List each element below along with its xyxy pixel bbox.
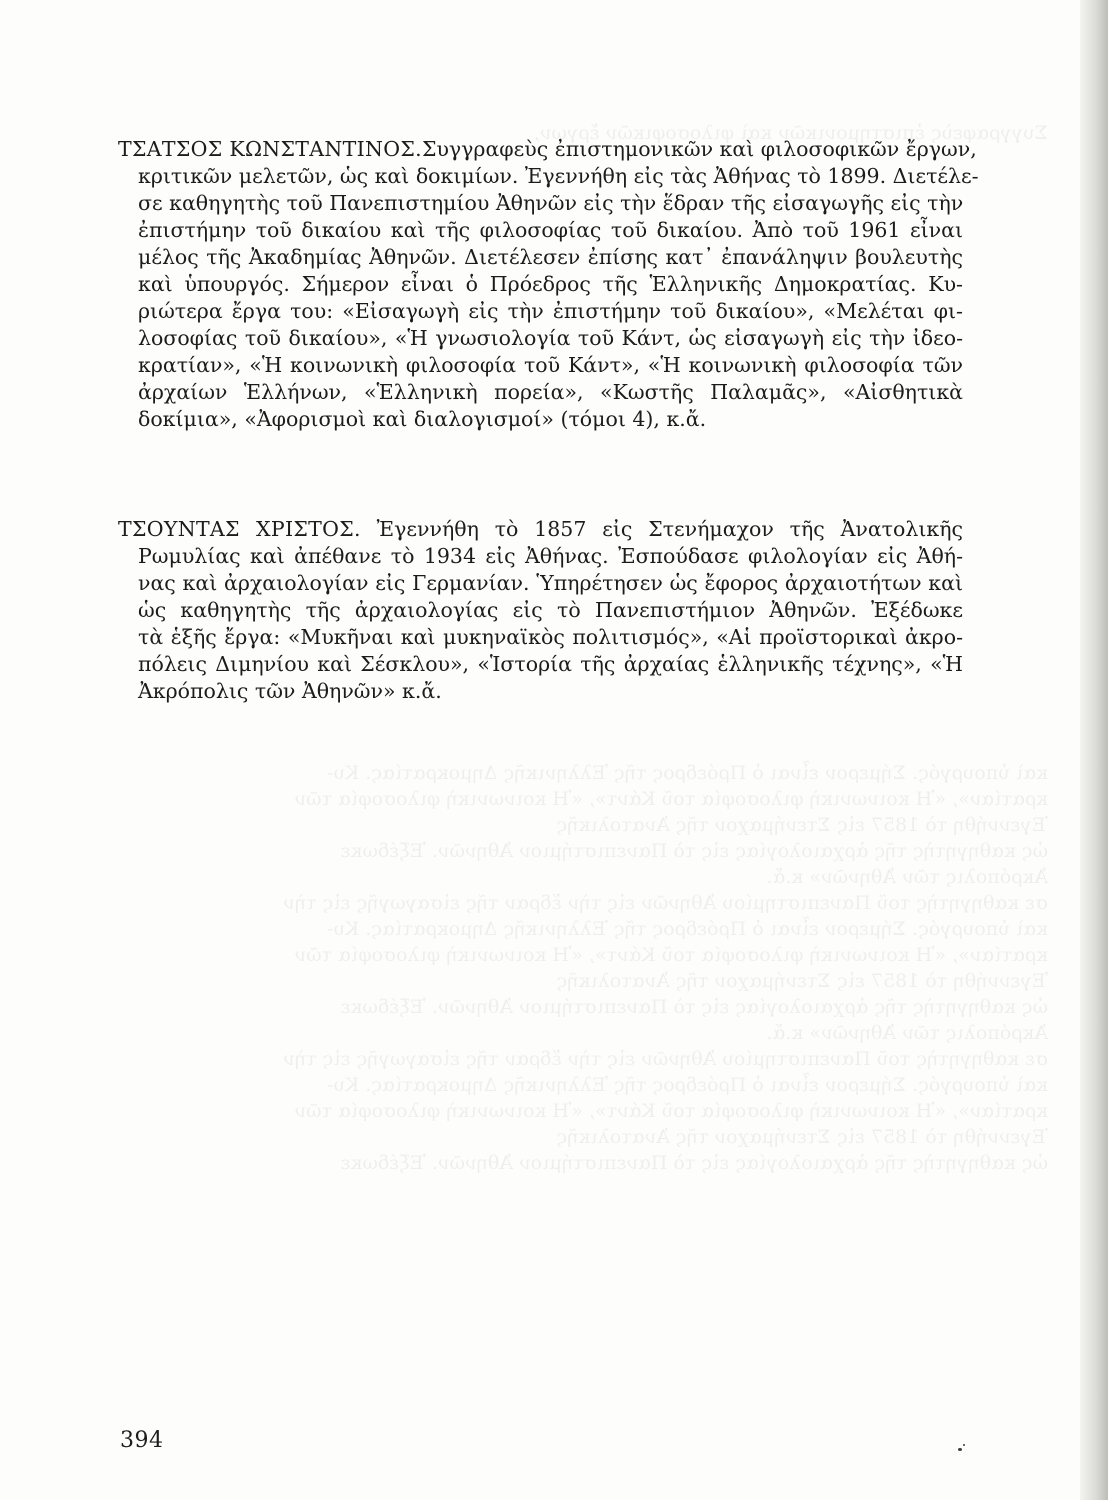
scan-speck bbox=[958, 1448, 962, 1451]
entry-text-line: σε καθηγητὴς τοῦ Πανεπιστημίου Ἀθηνῶν εἰς τὴν ἕδραν τῆς εἰσαγωγῆς εἰς τὴν bbox=[138, 191, 964, 215]
entry-text-line: ὡς καθηγητὴς τῆς ἀρχαιολογίας εἰς τὸ Πανεπιστήμιον Ἀθηνῶν. Ἐξέδωκε bbox=[138, 598, 963, 622]
entry-text-line: πόλεις Διμηνίου καὶ Σέσκλου», «Ἱστορία τῆς ἀρχαίας ἑλληνικῆς τέχνης», «Ἡ bbox=[138, 652, 963, 676]
entry-text-line: μέλος τῆς Ἀκαδημίας Ἀθηνῶν. Διετέλεσεν ἐπίσης κατ᾿ ἐπανάληψιν βουλευτὴς bbox=[138, 245, 963, 269]
entry-text-line: ἐπιστήμην τοῦ δικαίου καὶ τῆς φιλοσοφίας τοῦ δικαίου. Ἀπὸ τοῦ 1961 εἶναι bbox=[138, 218, 963, 242]
entry-text-line: τὰ ἑξῆς ἔργα: «Μυκῆναι καὶ μυκηναϊκὸς πολιτισμός», «Αἱ προϊστορικαὶ ἀκρο- bbox=[138, 625, 963, 649]
bleed-through-texture: καὶ ὑπουργός. Σήμερον εἶναι ὁ Πρόεδρος τῆς Ἑλληνικῆς Δημοκρατίας. Κυ- κρατίαν», «Ἡ κοινωνικὴ φιλοσοφία τοῦ Κάντ», «Ἡ κοινωνικὴ φιλοσοφία τῶν Ἐγεννήθη τὸ 1857 εἰς Στενήμαχον τῆς Ἀνατολικῆς ὡς καθηγητὴς τῆς ἀρχαιολογίας εἰς τὸ Πανεπιστήμιον Ἀθηνῶν. Ἐξέδωκε Ἀκρόπολις τῶν Ἀθηνῶν» κ.ἄ. σε καθηγητὴς τοῦ Πανεπιστημίου Ἀθηνῶν εἰς τὴν ἕδραν τῆς εἰσαγωγῆς εἰς τὴν καὶ ὑπουργός. Σήμερον εἶναι ὁ Πρόεδρος τῆς Ἑλληνικῆς Δημοκρατίας. Κυ- κρατίαν», «Ἡ κοινωνικὴ φιλοσοφία τοῦ Κάντ», «Ἡ κοινωνικὴ φιλοσοφία τῶν Ἐγεννήθη τὸ 1857 εἰς Στενήμαχον τῆς Ἀνατολικῆς ὡς καθηγητὴς τῆς ἀρχαιολογίας εἰς τὸ Πανεπιστήμιον Ἀθηνῶν. Ἐξέδωκε Ἀκρόπολις τῶν Ἀθηνῶν» κ.ἄ. σε καθηγητὴς τοῦ Πανεπιστημίου Ἀθηνῶν εἰς τὴν ἕδραν τῆς εἰσαγωγῆς εἰς τὴν καὶ ὑπουργός. Σήμερον εἶναι ὁ Πρόεδρος τῆς Ἑλληνικῆς Δημοκρατίας. Κυ- κρατίαν», «Ἡ κοινωνικὴ φιλοσοφία τοῦ Κάντ», «Ἡ κοινωνικὴ φιλοσοφία τῶν Ἐγεννήθη τὸ 1857 εἰς Στενήμαχον τῆς Ἀνατολικῆς ὡς καθηγητὴς τῆς ἀρχαιολογίας εἰς τὸ Πανεπιστήμιον Ἀθηνῶν. Ἐξέδωκε bbox=[283, 762, 1048, 1174]
page-number: 394 bbox=[120, 1428, 164, 1453]
entry-text-line: ριώτερα ἔργα του: «Εἰσαγωγὴ εἰς τὴν ἐπιστήμην τοῦ δικαίου», «Μελέται φι- bbox=[138, 299, 963, 323]
entry-tsatsos bbox=[118, 136, 979, 433]
entry-text-line: Συγγραφεὺς ἐπιστημονικῶν καὶ φιλοσοφικῶν ἔργων, bbox=[421, 137, 977, 161]
entry-text-line: ἀρχαίων Ἑλλήνων, «Ἑλληνικὴ πορεία», «Κωστῆς Παλαμᾶς», «Αἰσθητικὰ bbox=[138, 380, 963, 404]
entry-text-line: νας καὶ ἀρχαιολογίαν εἰς Γερμανίαν. Ὑπηρέτησεν ὡς ἔφορος ἀρχαιοτήτων καὶ bbox=[138, 571, 963, 595]
entry-text-line: κριτικῶν μελετῶν, ὡς καὶ δοκιμίων. Ἐγεννήθη εἰς τὰς Ἀθήνας τὸ 1899. Διετέλε- bbox=[138, 164, 979, 188]
scan-speck bbox=[963, 1444, 965, 1446]
entry-first-line bbox=[118, 516, 963, 543]
bleed-through-texture: Συγγραφεὺς ἐπιστημονικῶν καὶ φιλοσοφικῶν ἔργων, bbox=[533, 122, 1048, 144]
entry-text-line: καὶ ὑπουργός. Σήμερον εἶναι ὁ Πρόεδρος τῆς Ἑλληνικῆς Δημοκρατίας. Κυ- bbox=[138, 272, 963, 296]
entry-text-line: κρατίαν», «Ἡ κοινωνικὴ φιλοσοφία τοῦ Κάντ», «Ἡ κοινωνικὴ φιλοσοφία τῶν bbox=[138, 353, 963, 377]
scan-edge-shadow bbox=[1080, 0, 1108, 1500]
entry-name: ΤΣΑΤΣΟΣ ΚΩΝΣΤΑΝΤΙΝΟΣ. bbox=[118, 137, 422, 161]
entry-text-line: Ἀκρόπολις τῶν Ἀθηνῶν» κ.ἄ. bbox=[138, 679, 442, 703]
entry-text-line: Ρωμυλίας καὶ ἀπέθανε τὸ 1934 εἰς Ἀθήνας. Ἐσπούδασε φιλολογίαν εἰς Ἀθή- bbox=[138, 544, 963, 568]
entry-text-line: λοσοφίας τοῦ δικαίου», «Ἡ γνωσιολογία τοῦ Κάντ, ὡς εἰσαγωγὴ εἰς τὴν ἰδεο- bbox=[138, 326, 963, 350]
entry-tsountas bbox=[118, 516, 963, 705]
entry-name: ΤΣΟΥΝΤΑΣ ΧΡΙΣΤΟΣ. bbox=[118, 517, 361, 541]
entry-text-line: δοκίμια», «Ἀφορισμοὶ καὶ διαλογισμοί» (τόμοι 4), κ.ἄ. bbox=[138, 407, 707, 431]
entry-first-line bbox=[118, 136, 977, 163]
entry-text-line: Ἐγεννήθη τὸ 1857 εἰς Στενήμαχον τῆς Ἀνατολικῆς bbox=[376, 517, 963, 541]
